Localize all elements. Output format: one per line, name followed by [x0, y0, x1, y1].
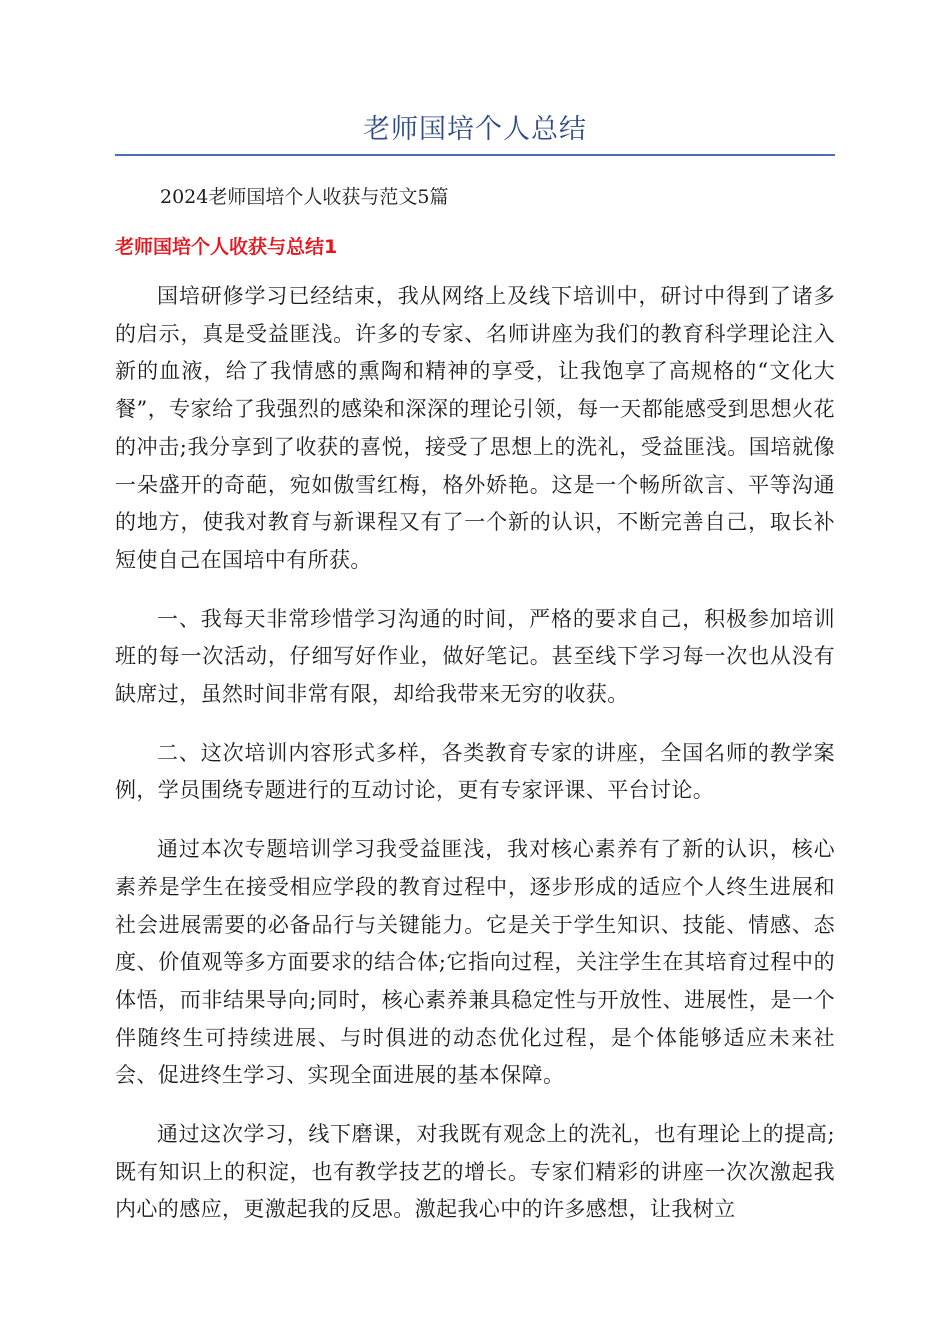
document-title: 老师国培个人总结: [363, 114, 587, 145]
paragraph-2: 一、我每天非常珍惜学习沟通的时间，严格的要求自己，积极参加培训班的每一次活动，仔细写好作业，做好笔记。甚至线下学习每一次也从没有缺席过，虽然时间非常有限，却给我带来无穷的收获。: [115, 606, 835, 707]
paragraph-4: 通过本次专题培训学习我受益匪浅，我对核心素养有了新的认识，核心素养是学生在接受相应学段的教育过程中，逐步形成的适应个人终生进展和社会进展需要的必备品行与关键能力。它是关于学生知识、技能、情感、态度、价值观等多方面要求的结合体;它指向过程，关注学生在其培育过程中的体悟，而非结果导向;同时，核心素养兼具稳定性与开放性、进展性，是一个伴随终生可持续进展、与时俱进的动态优化过程，是个体能够适应未来社会、促进终生学习、实现全面进展的基本保障。: [115, 837, 835, 1088]
section-heading: 老师国培个人收获与总结1: [115, 236, 338, 258]
paragraph-3: 二、这次培训内容形式多样，各类教育专家的讲座，全国名师的教学案例，学员围绕专题进行的互动讨论，更有专家评课、平台讨论。: [115, 740, 835, 803]
paragraph-5: 通过这次学习，线下磨课，对我既有观念上的洗礼，也有理论上的提高;既有知识上的积淀，也有教学技艺的增长。专家们精彩的讲座一次次激起我内心的感应，更激起我的反思。激起我心中的许多感想，让我树立: [115, 1122, 835, 1222]
title-underline: [115, 154, 835, 156]
paragraph-1: 国培研修学习已经结束，我从网络上及线下培训中，研讨中得到了诸多的启示，真是受益匪浅。许多的专家、名师讲座为我们的教育科学理论注入新的血液，给了我情感的熏陶和精神的享受，让我饱享了高规格的“文化大餐”，专家给了我强烈的感染和深深的理论引领，每一天都能感受到思想火花的冲击;我分享到了收获的喜悦，接受了思想上的洗礼，受益匪浅。国培就像一朵盛开的奇葩，宛如傲雪红梅，格外娇艳。这是一个畅所欲言、平等沟通的地方，使我对教育与新课程又有了一个新的认识，不断完善自己，取长补短使自己在国培中有所获。: [115, 284, 835, 572]
document-body: [115, 278, 835, 1250]
document-subtitle: 2024老师国培个人收获与范文5篇: [160, 186, 449, 208]
